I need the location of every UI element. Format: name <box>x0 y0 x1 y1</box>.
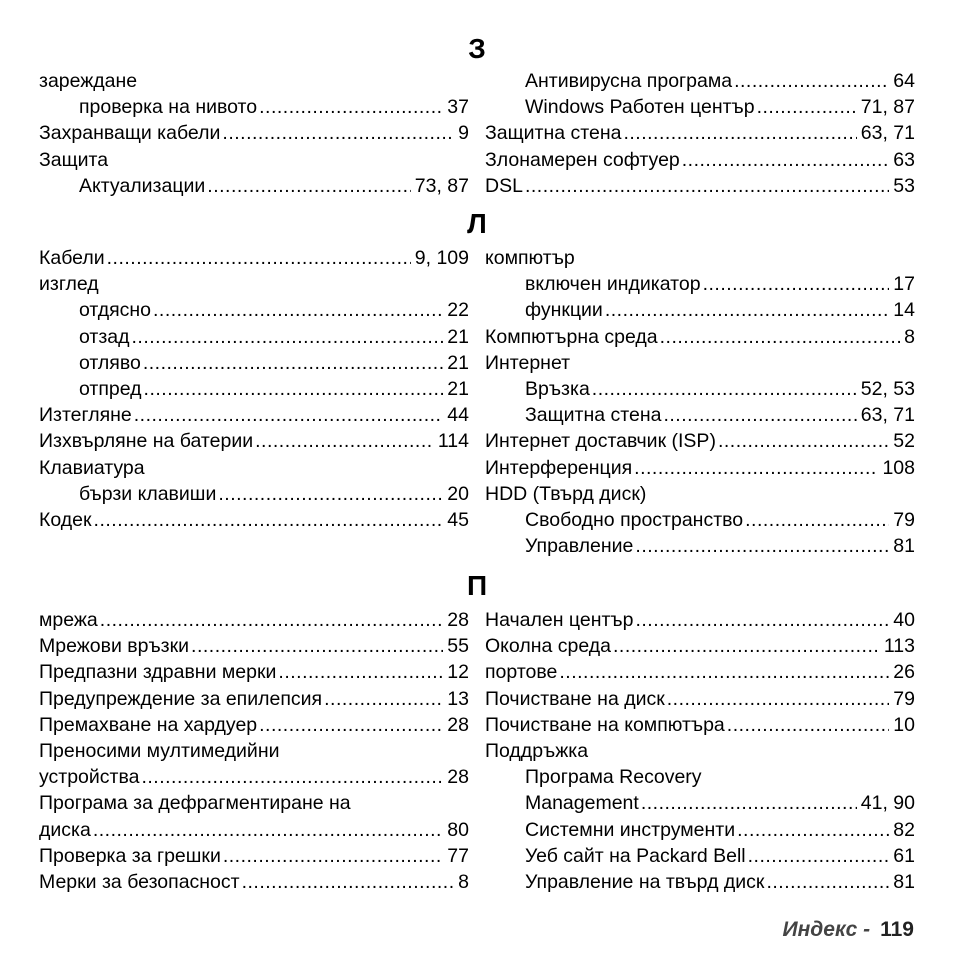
page-reference: 9 <box>458 122 469 145</box>
index-term: Почистване на диск <box>485 687 665 710</box>
footer-label: Индекс - <box>782 918 871 941</box>
index-entry <box>485 245 915 271</box>
dot-leader <box>134 402 444 428</box>
dot-leader <box>605 297 889 323</box>
index-term: Клавиатура <box>39 456 145 479</box>
dot-leader <box>635 533 889 559</box>
index-term: изглед <box>39 273 99 296</box>
index-entry <box>39 376 469 402</box>
page-reference: 63, 71 <box>860 122 915 145</box>
dot-leader <box>207 173 410 199</box>
index-term: HDD (Твърд диск) <box>485 482 647 505</box>
index-term: Околна среда <box>485 635 611 658</box>
page-reference: 63 <box>893 148 915 171</box>
dot-leader <box>107 245 411 271</box>
page-reference: 10 <box>893 713 915 736</box>
dot-leader <box>141 764 443 790</box>
dot-leader <box>734 68 889 94</box>
left-column <box>39 607 469 895</box>
dot-leader <box>667 686 890 712</box>
index-entry <box>39 843 469 869</box>
dot-leader <box>100 607 444 633</box>
dot-leader <box>559 659 889 685</box>
dot-leader <box>703 271 890 297</box>
index-entry <box>39 869 469 895</box>
page-reference: 45 <box>447 508 469 531</box>
dot-leader <box>153 297 443 323</box>
dot-leader <box>718 428 889 454</box>
dot-leader <box>191 633 443 659</box>
index-entry <box>39 507 469 533</box>
index-term: Защитна стена <box>485 122 622 145</box>
index-term: Проверка за грешки <box>39 844 221 867</box>
index-term: Windows Работен център <box>525 96 755 119</box>
index-entry <box>485 173 915 199</box>
dot-leader <box>660 324 901 350</box>
index-term: бързи клавиши <box>79 482 217 505</box>
dot-leader <box>745 507 889 533</box>
index-term: Злонамерен софтуер <box>485 148 680 171</box>
index-term: зареждане <box>39 70 138 92</box>
page-reference: 71, 87 <box>860 96 915 119</box>
page-reference: 80 <box>447 818 469 841</box>
index-entry <box>485 120 915 146</box>
page-reference: 55 <box>447 635 469 658</box>
page-reference: 26 <box>893 661 915 684</box>
index-term: Интернет <box>485 351 571 374</box>
index-entry <box>485 633 915 659</box>
page-reference: 9, 109 <box>414 247 469 269</box>
dot-leader <box>613 633 880 659</box>
page-reference: 114 <box>437 430 469 453</box>
dot-leader <box>255 428 434 454</box>
page-reference: 28 <box>447 609 469 631</box>
page-reference: 8 <box>904 325 915 348</box>
dot-leader <box>682 147 890 173</box>
index-term: Антивирусна програма <box>525 70 733 92</box>
page-reference: 52 <box>893 430 915 453</box>
page-reference: 64 <box>893 70 915 92</box>
dot-leader <box>242 869 455 895</box>
index-entry <box>39 481 469 507</box>
index-entry <box>39 633 469 659</box>
page-reference: 28 <box>447 766 469 789</box>
page-reference: 28 <box>447 713 469 736</box>
page-reference: 13 <box>447 687 469 710</box>
index-term: Управление <box>525 535 634 558</box>
index-entry <box>39 271 469 297</box>
index-entry <box>39 94 469 120</box>
index-term: Кодек <box>39 508 92 531</box>
dot-leader <box>93 817 443 843</box>
dot-leader <box>143 350 443 376</box>
index-term: Кабели <box>39 247 105 269</box>
index-term: Поддръжка <box>485 739 589 762</box>
index-term: Предпазни здравни мерки <box>39 661 277 684</box>
page-footer <box>783 915 915 945</box>
page-reference: 14 <box>893 299 915 322</box>
page-reference: 79 <box>893 687 915 710</box>
section-letter: Л <box>467 208 487 239</box>
index-entry <box>39 324 469 350</box>
index-entry <box>485 712 915 738</box>
index-entry <box>485 659 915 685</box>
page-reference: 21 <box>447 325 469 348</box>
dot-leader <box>635 607 889 633</box>
page-reference: 63, 71 <box>860 404 915 427</box>
index-entry <box>485 350 915 376</box>
index-term: Предупреждение за епилепсия <box>39 687 323 710</box>
index-entry <box>485 817 915 843</box>
index-term: Уеб сайт на Packard Bell <box>525 844 746 867</box>
dot-leader <box>259 94 443 120</box>
index-entry <box>485 271 915 297</box>
page-reference: 53 <box>893 174 915 197</box>
index-term: отляво <box>79 351 141 374</box>
page-reference: 20 <box>447 482 469 505</box>
dot-leader <box>737 817 889 843</box>
page-number: 119 <box>880 918 914 941</box>
page-reference: 37 <box>447 96 469 119</box>
dot-leader <box>623 120 856 146</box>
dot-leader <box>144 376 444 402</box>
right-column <box>485 607 915 895</box>
index-entry <box>39 817 469 843</box>
dot-leader <box>259 712 443 738</box>
page-reference: 21 <box>447 351 469 374</box>
index-term: DSL <box>485 174 523 197</box>
index-entry <box>39 738 469 764</box>
index-term: Връзка <box>525 377 590 400</box>
index-entry <box>485 686 915 712</box>
index-term: Управление на твърд диск <box>525 870 765 893</box>
index-entry <box>39 402 469 428</box>
index-term: Начален център <box>485 609 634 631</box>
page-reference: 21 <box>447 377 469 400</box>
right-column <box>485 68 915 199</box>
index-entry <box>485 507 915 533</box>
index-entry <box>39 686 469 712</box>
index-term: Компютърна среда <box>485 325 658 348</box>
index-entry <box>39 350 469 376</box>
dot-leader <box>218 481 443 507</box>
page-reference: 40 <box>893 609 915 631</box>
index-entry <box>39 607 469 633</box>
index-term: Защита <box>39 148 109 171</box>
index-entry <box>39 764 469 790</box>
index-term: Интерференция <box>485 456 633 479</box>
index-term: компютър <box>485 247 575 269</box>
page-reference: 81 <box>893 870 915 893</box>
dot-leader <box>278 659 443 685</box>
index-entry <box>39 428 469 454</box>
page-reference: 73, 87 <box>414 174 469 197</box>
page-reference: 77 <box>447 844 469 867</box>
index-term: устройства <box>39 766 140 789</box>
index-entry <box>485 455 915 481</box>
dot-leader <box>766 869 889 895</box>
page-reference: 22 <box>447 299 469 322</box>
index-entry <box>39 245 469 271</box>
index-term: Програма за дефрагментиране на <box>39 792 351 815</box>
index-entry <box>39 68 469 94</box>
index-entry <box>485 297 915 323</box>
index-term: диска <box>39 818 91 841</box>
left-column <box>39 68 469 199</box>
index-term: Актуализации <box>79 174 206 197</box>
page-reference: 79 <box>893 508 915 531</box>
section-letter: З <box>468 33 486 64</box>
index-entry <box>39 147 469 173</box>
index-entry <box>39 790 469 816</box>
index-term: Преносими мултимедийни <box>39 739 280 762</box>
index-term: Захранващи кабели <box>39 122 221 145</box>
dot-leader <box>324 686 443 712</box>
index-term: проверка на нивото <box>79 96 258 119</box>
index-term: Изхвърляне на батерии <box>39 430 254 453</box>
right-column <box>485 245 915 559</box>
dot-leader <box>132 324 444 350</box>
index-term: Интернет доставчик (ISP) <box>485 430 716 453</box>
dot-leader <box>525 173 889 199</box>
dot-leader <box>634 455 878 481</box>
index-entry <box>485 843 915 869</box>
index-entry <box>485 94 915 120</box>
left-column <box>39 245 469 533</box>
index-term: отдясно <box>79 299 152 322</box>
dot-leader <box>222 120 454 146</box>
dot-leader <box>223 843 443 869</box>
section-letter: П <box>466 570 488 601</box>
index-term: включен индикатор <box>525 273 701 296</box>
index-entry <box>485 607 915 633</box>
index-entry <box>39 120 469 146</box>
page-reference: 113 <box>883 635 915 658</box>
page-reference: 12 <box>447 661 469 684</box>
page-reference: 81 <box>893 535 915 558</box>
index-entry <box>485 324 915 350</box>
page-reference: 41, 90 <box>860 792 915 815</box>
index-term: отпред <box>79 377 142 400</box>
page-reference: 8 <box>458 870 469 893</box>
dot-leader <box>757 94 857 120</box>
dot-leader <box>727 712 890 738</box>
index-term: функции <box>525 299 603 322</box>
page-reference: 17 <box>893 273 915 296</box>
dot-leader <box>748 843 890 869</box>
dot-leader <box>592 376 857 402</box>
index-entry <box>39 297 469 323</box>
index-entry <box>485 428 915 454</box>
dot-leader <box>94 507 444 533</box>
index-term: портове <box>485 661 558 684</box>
index-entry <box>39 173 469 199</box>
index-entry <box>485 738 915 764</box>
index-entry <box>485 68 915 94</box>
page-reference: 44 <box>447 404 469 427</box>
dot-leader <box>641 790 857 816</box>
index-entry <box>485 869 915 895</box>
index-entry <box>485 533 915 559</box>
page-reference: 52, 53 <box>860 377 915 400</box>
index-term: Изтегляне <box>39 404 132 427</box>
index-entry <box>39 712 469 738</box>
index-entry <box>485 402 915 428</box>
page-reference: 61 <box>893 844 915 867</box>
index-entry <box>485 481 915 507</box>
index-entry <box>485 147 915 173</box>
index-entry <box>39 659 469 685</box>
index-term: Системни инструменти <box>525 818 736 841</box>
index-term: Защитна стена <box>525 404 662 427</box>
index-entry <box>39 455 469 481</box>
index-term: Почистване на компютъра <box>485 713 725 736</box>
index-term: отзад <box>79 325 130 348</box>
index-term: Свободно пространство <box>525 508 744 531</box>
page-reference: 82 <box>893 818 915 841</box>
index-entry <box>485 790 915 816</box>
page-reference: 108 <box>882 456 915 479</box>
index-term: мрежа <box>39 609 98 631</box>
index-term: Програма Recovery <box>525 766 702 789</box>
index-term: Management <box>525 792 639 815</box>
dot-leader <box>663 402 856 428</box>
index-entry <box>485 764 915 790</box>
index-term: Мерки за безопасност <box>39 870 240 893</box>
index-term: Премахване на хардуер <box>39 713 258 736</box>
index-term: Мрежови връзки <box>39 635 190 658</box>
index-entry <box>485 376 915 402</box>
